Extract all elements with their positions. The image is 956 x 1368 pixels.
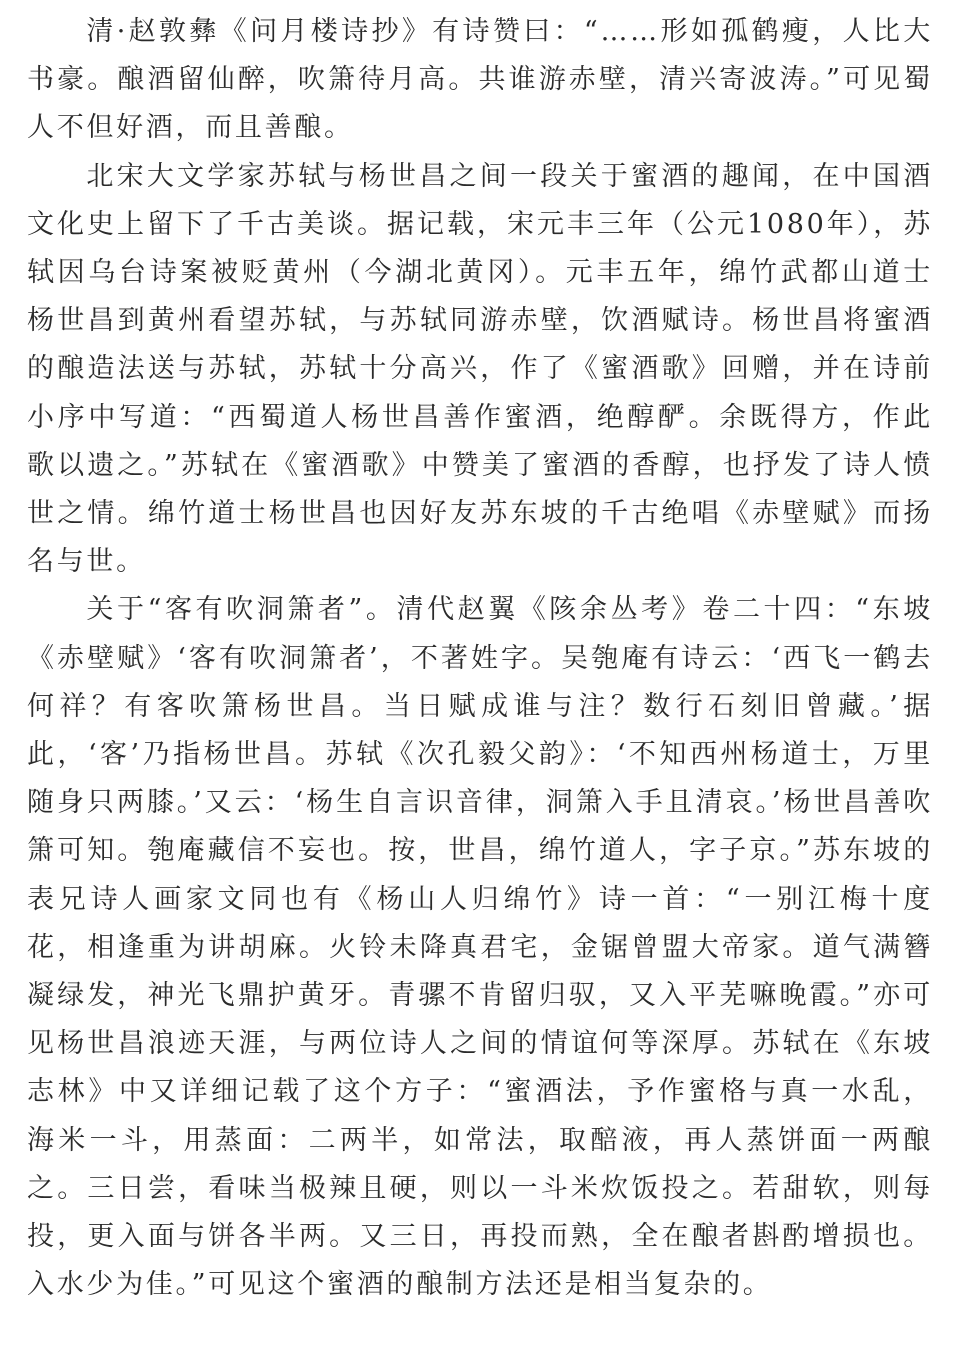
paragraph-flute-player: 关于“客有吹洞箫者”。清代赵翼《陔余丛考》卷二十四：“东坡《赤壁赋》‘客有吹洞箫者’，不著姓字。吴匏庵有诗云：‘西飞一鹤去何祥？有客吹箫杨世昌。当日赋成谁与注？数行石刻旧曾藏。’据此，‘客’乃指杨世昌。苏轼《次孔毅父韵》：‘不知西州杨道士，万里随身只两膝。’又云：‘杨生自言识音律，洞箫入手且清哀。’杨世昌善吹箫可知。匏庵藏信不妄也。按，世昌，绵竹道人，字子京。”苏东坡的表兄诗人画家文同也有《杨山人归绵竹》诗一首：“一别江梅十度花，相逢重为讲胡麻。火铃未降真君宅，金锯曾盟大帝家。道气满簪凝绿发，神光飞鼎护黄牙。青骡不肯留归驭，又入平芜嘛晚霞。”亦可见杨世昌浪迹天涯，与两位诗人之间的情谊何等深厚。苏轼在《东坡志林》中又详细记载了这个方子：“蜜酒法，予作蜜格与真一水乱，海米一斗，用蒸面：二两半，如常法，取醅液，再人蒸饼面一两酿之。三日尝，看味当极辣且硬，则以一斗米炊饭投之。若甜软，则每投，更入面与饼各半两。又三日，再投而熟，全在酿者斟酌增损也。入水少为佳。”可见这个蜜酒的酿制方法还是相当复杂的。 (27, 594, 933, 1301)
paragraph-zhao-dunyi-poem: 清·赵敦彝《问月楼诗抄》有诗赞曰：“……形如孤鹤瘦，人比大书豪。酿酒留仙醉，吹箫待月高。共谁游赤壁，清兴寄波涛。”可见蜀人不但好酒，而且善酿。 (27, 16, 933, 144)
document-page (27, 8, 933, 1309)
paragraph-su-shi-yang-shichang: 北宋大文学家苏轼与杨世昌之间一段关于蜜酒的趣闻，在中国酒文化史上留下了千古美谈。据记载，宋元丰三年（公元1080年），苏轼因乌台诗案被贬黄州（今湖北黄冈）。元丰五年，绵竹武都山道士杨世昌到黄州看望苏轼，与苏轼同游赤壁，饮酒赋诗。杨世昌将蜜酒的酿造法送与苏轼，苏轼十分高兴，作了《蜜酒歌》回赠，并在诗前小序中写道：“西蜀道人杨世昌善作蜜酒，绝醇酽。余既得方，作此歌以遗之。”苏轼在《蜜酒歌》中赞美了蜜酒的香醇，也抒发了诗人愤世之情。绵竹道士杨世昌也因好友苏东坡的千古绝唱《赤壁赋》而扬名与世。 (27, 160, 933, 578)
